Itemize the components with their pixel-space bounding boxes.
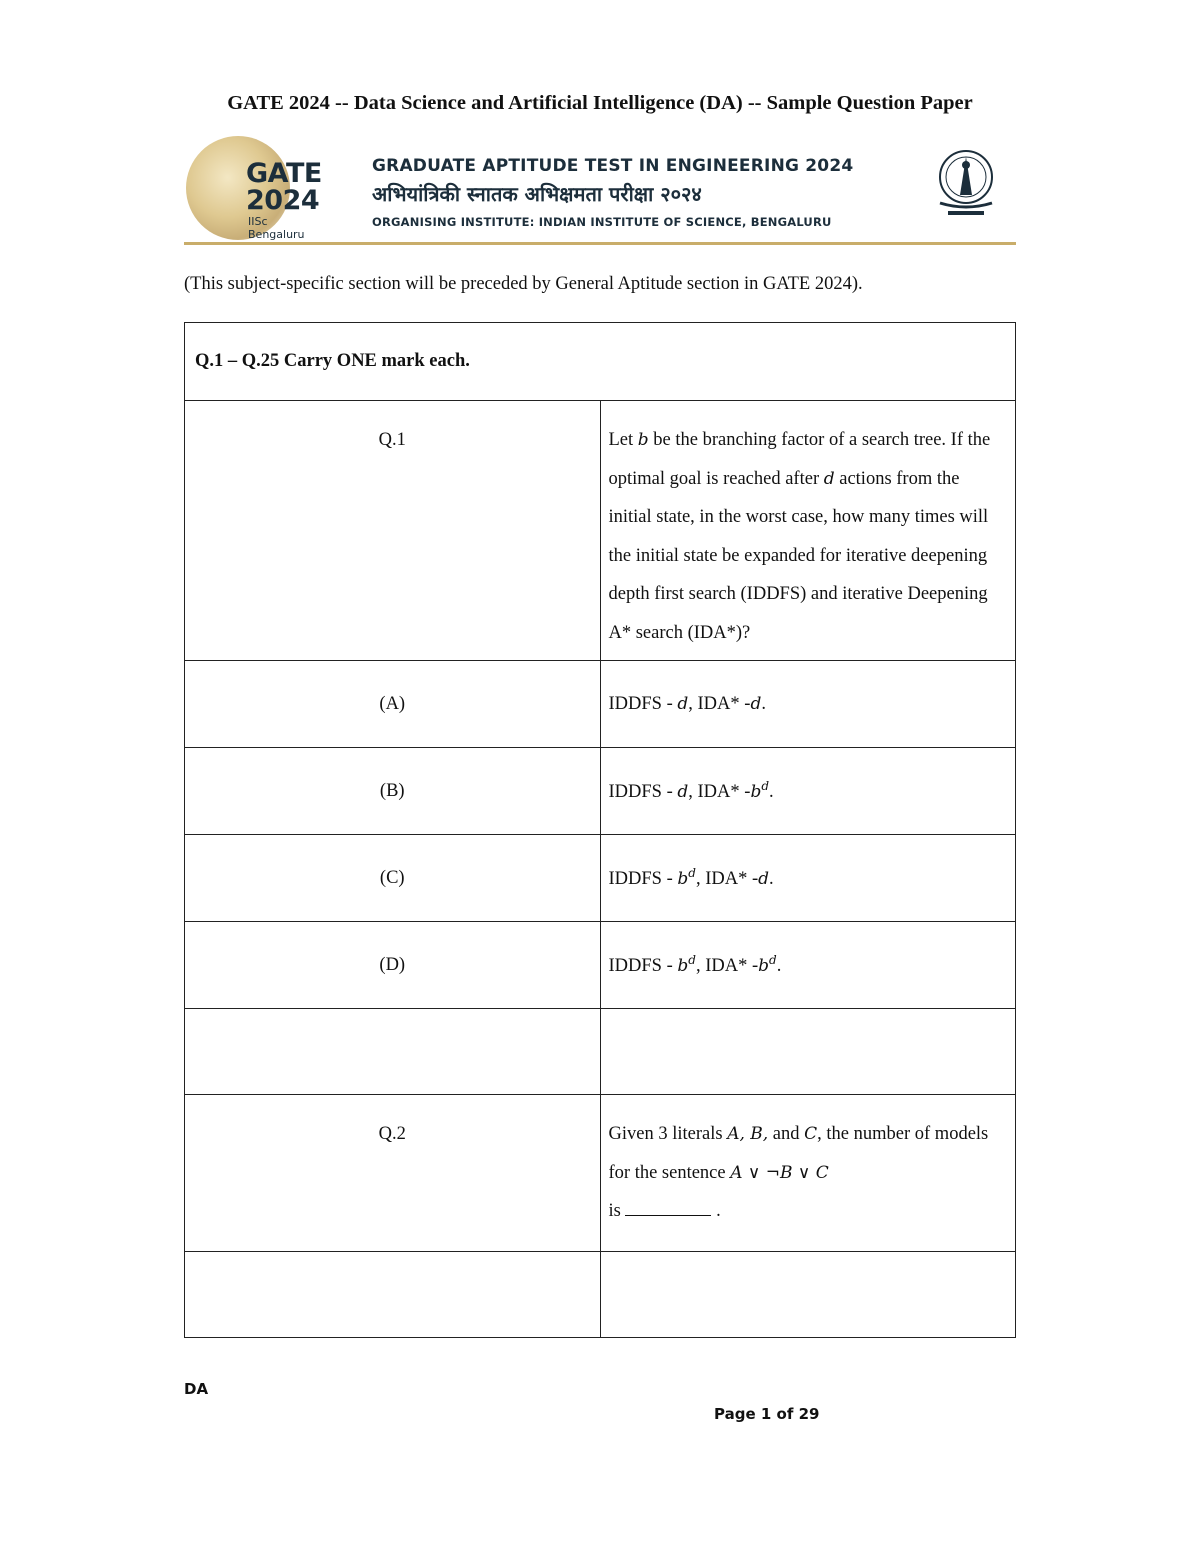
spacer-row bbox=[185, 1009, 1016, 1095]
option-text: IDDFS - $b^d$, IDA* $-b^d$. bbox=[600, 922, 1016, 1009]
banner-divider bbox=[184, 242, 1016, 245]
iisc-emblem-icon bbox=[930, 147, 1002, 221]
empty-cell bbox=[600, 1009, 1016, 1095]
option-text: IDDFS - d, IDA* $-b^d$. bbox=[600, 748, 1016, 835]
empty-cell bbox=[185, 1251, 601, 1337]
empty-cell bbox=[600, 1251, 1016, 1337]
option-row-a bbox=[185, 661, 1016, 748]
banner-organiser: ORGANISING INSTITUTE: INDIAN INSTITUTE OF SCIENCE, BENGALURU bbox=[372, 215, 832, 229]
logo-wordmark: GATE 2024 bbox=[246, 158, 322, 216]
question-row-q2 bbox=[185, 1095, 1016, 1252]
answer-blank bbox=[625, 1201, 711, 1216]
option-label: (B) bbox=[185, 748, 601, 835]
question-text: Given 3 literals A, B, and C, the number of models for the sentence A ∨ ¬B ∨ C is . bbox=[600, 1095, 1016, 1252]
question-text: Let b be the branching factor of a search tree. If the optimal goal is reached after d actions from the initial state, in the worst case, how many times will the initial state be expanded for iterative deepening depth first search (IDDFS) and iterative Deepening A* search (IDA*)? bbox=[600, 401, 1016, 661]
option-label: (D) bbox=[185, 922, 601, 1009]
logo-subtitle: IISc Bengaluru bbox=[248, 215, 305, 241]
question-number: Q.1 bbox=[185, 401, 601, 661]
section-header: Q.1 – Q.25 Carry ONE mark each. bbox=[185, 323, 1016, 401]
question-number: Q.2 bbox=[185, 1095, 601, 1252]
subject-code: DA bbox=[184, 1380, 209, 1398]
banner-text bbox=[372, 156, 892, 229]
spacer-row bbox=[185, 1251, 1016, 1337]
document-title: GATE 2024 -- Data Science and Artificial Intelligence (DA) -- Sample Question Paper bbox=[227, 92, 973, 114]
question-table bbox=[184, 322, 1016, 1338]
option-label: (A) bbox=[185, 661, 601, 748]
question-row-q1 bbox=[185, 401, 1016, 661]
option-row-d bbox=[185, 922, 1016, 1009]
option-text: IDDFS - $b^d$, IDA* -d. bbox=[600, 835, 1016, 922]
empty-cell bbox=[185, 1009, 601, 1095]
banner-hindi-title: अभियांत्रिकी स्नातक अभिक्षमता परीक्षा २०२४ bbox=[372, 182, 702, 206]
gate-logo bbox=[186, 136, 326, 240]
page-number: Page 1 of 29 bbox=[714, 1405, 820, 1423]
option-row-b bbox=[185, 748, 1016, 835]
option-label: (C) bbox=[185, 835, 601, 922]
option-text: IDDFS - d, IDA* -d. bbox=[600, 661, 1016, 748]
banner-main-title: GRADUATE APTITUDE TEST IN ENGINEERING 2024 bbox=[372, 156, 854, 176]
option-row-c bbox=[185, 835, 1016, 922]
intro-note: (This subject-specific section will be preceded by General Aptitude section in GATE 2024). bbox=[184, 274, 863, 294]
